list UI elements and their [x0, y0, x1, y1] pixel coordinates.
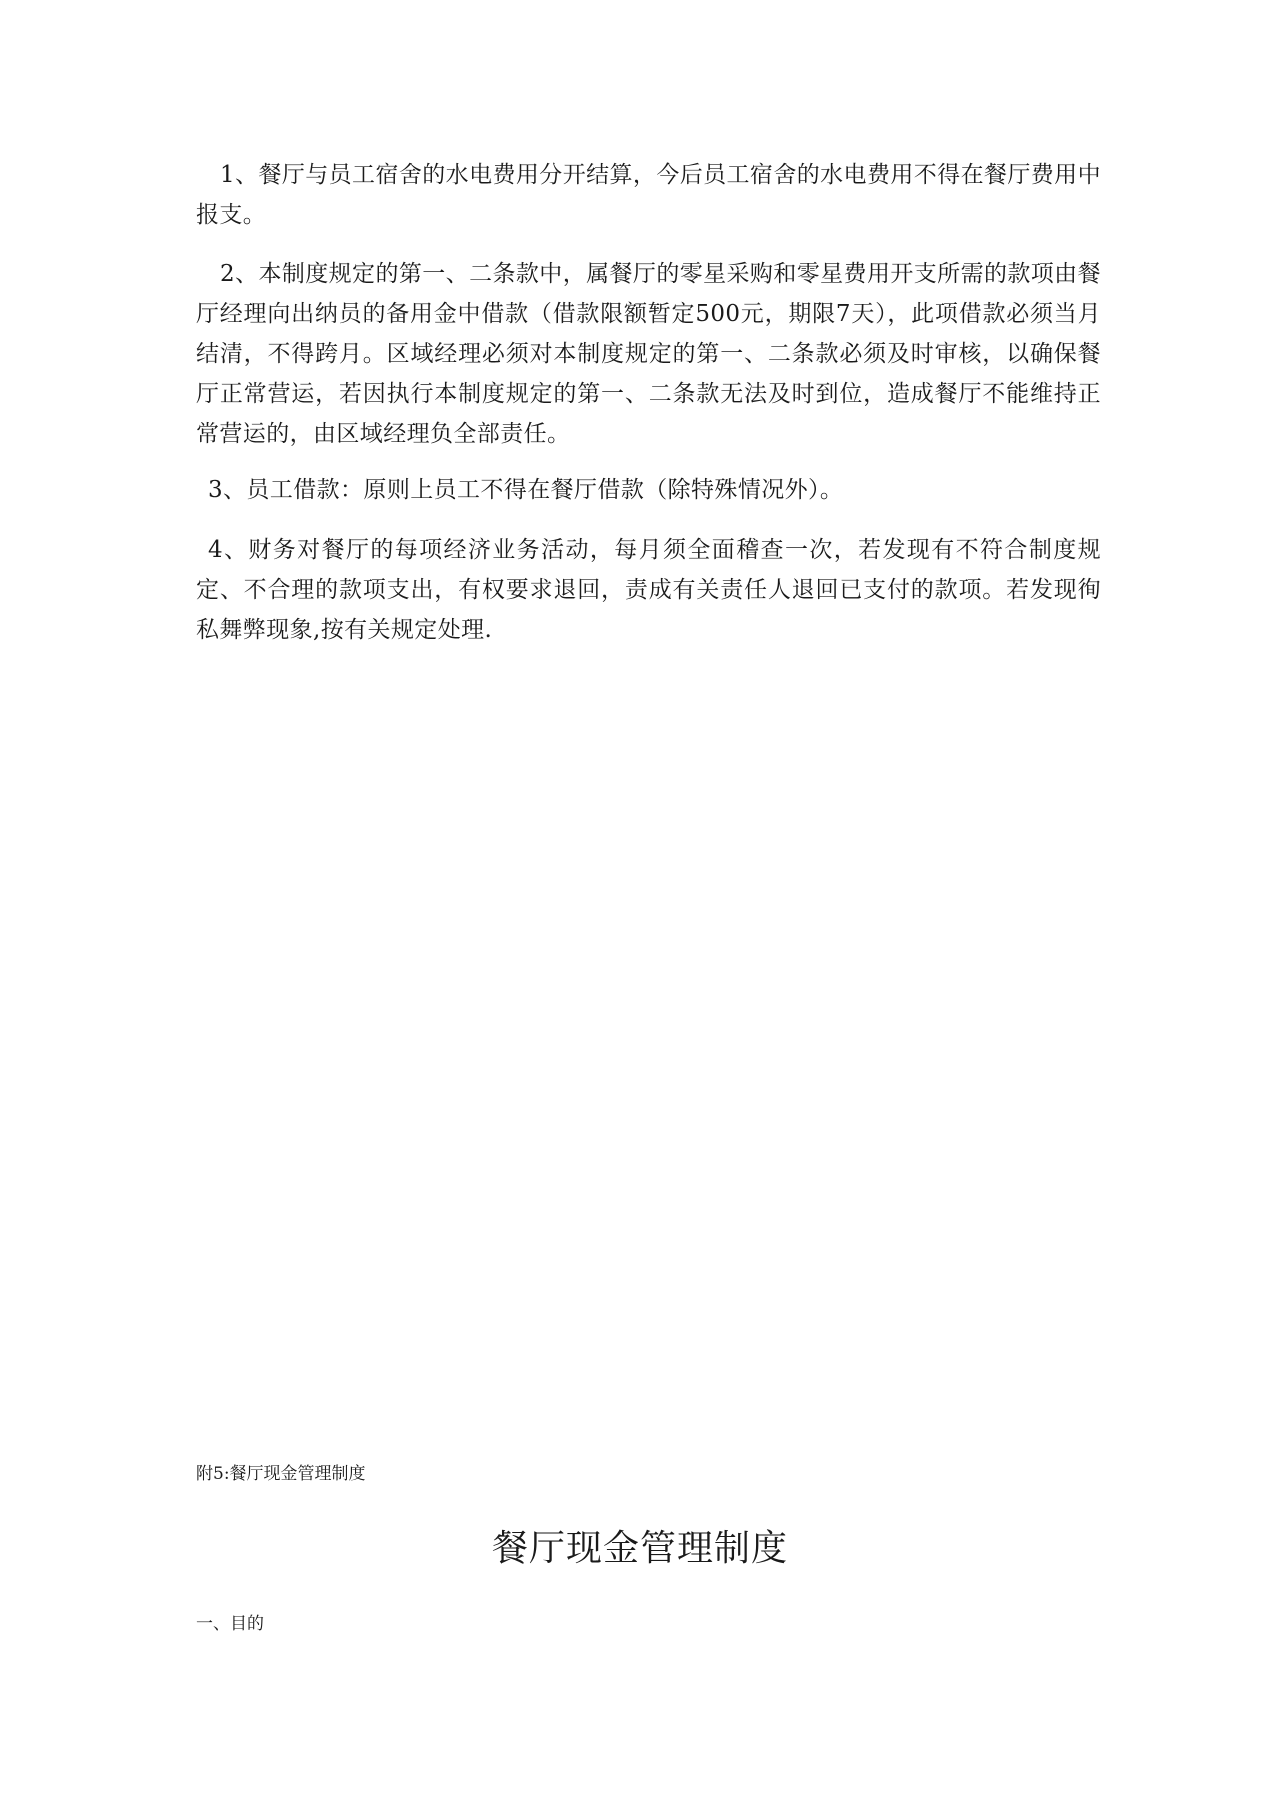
paragraph-4: 4、财务对餐厅的每项经济业务活动，每月须全面稽查一次，若发现有不符合制度规定、不合理的款项支出，有权要求退回，责成有关责任人退回已支付的款项。若发现徇私舞弊现象,按有关规定处理.: [196, 537, 1101, 643]
document-title: 餐厅现金管理制度: [491, 1528, 788, 1569]
paragraph-3: 3、员工借款：原则上员工不得在餐厅借款（除特殊情况外）。: [208, 477, 844, 503]
paragraph-2: 2、本制度规定的第一、二条款中，属餐厅的零星采购和零星费用开支所需的款项由餐厅经理向出纳员的备用金中借款（借款限额暂定500元，期限7天），此项借款必须当月结清，不得跨月。区域经理必须对本制度规定的第一、二条款必须及时审核，以确保餐厅正常营运，若因执行本制度规定的第一、二条款无法及时到位，造成餐厅不能维持正常营运的，由区域经理负全部责任。: [196, 261, 1101, 447]
paragraph-1: 1、餐厅与员工宿舍的水电费用分开结算，今后员工宿舍的水电费用不得在餐厅费用中报支。: [196, 162, 1101, 228]
section-heading: 一、目的: [196, 1614, 264, 1634]
appendix-label: 附5:餐厅现金管理制度: [196, 1464, 366, 1484]
